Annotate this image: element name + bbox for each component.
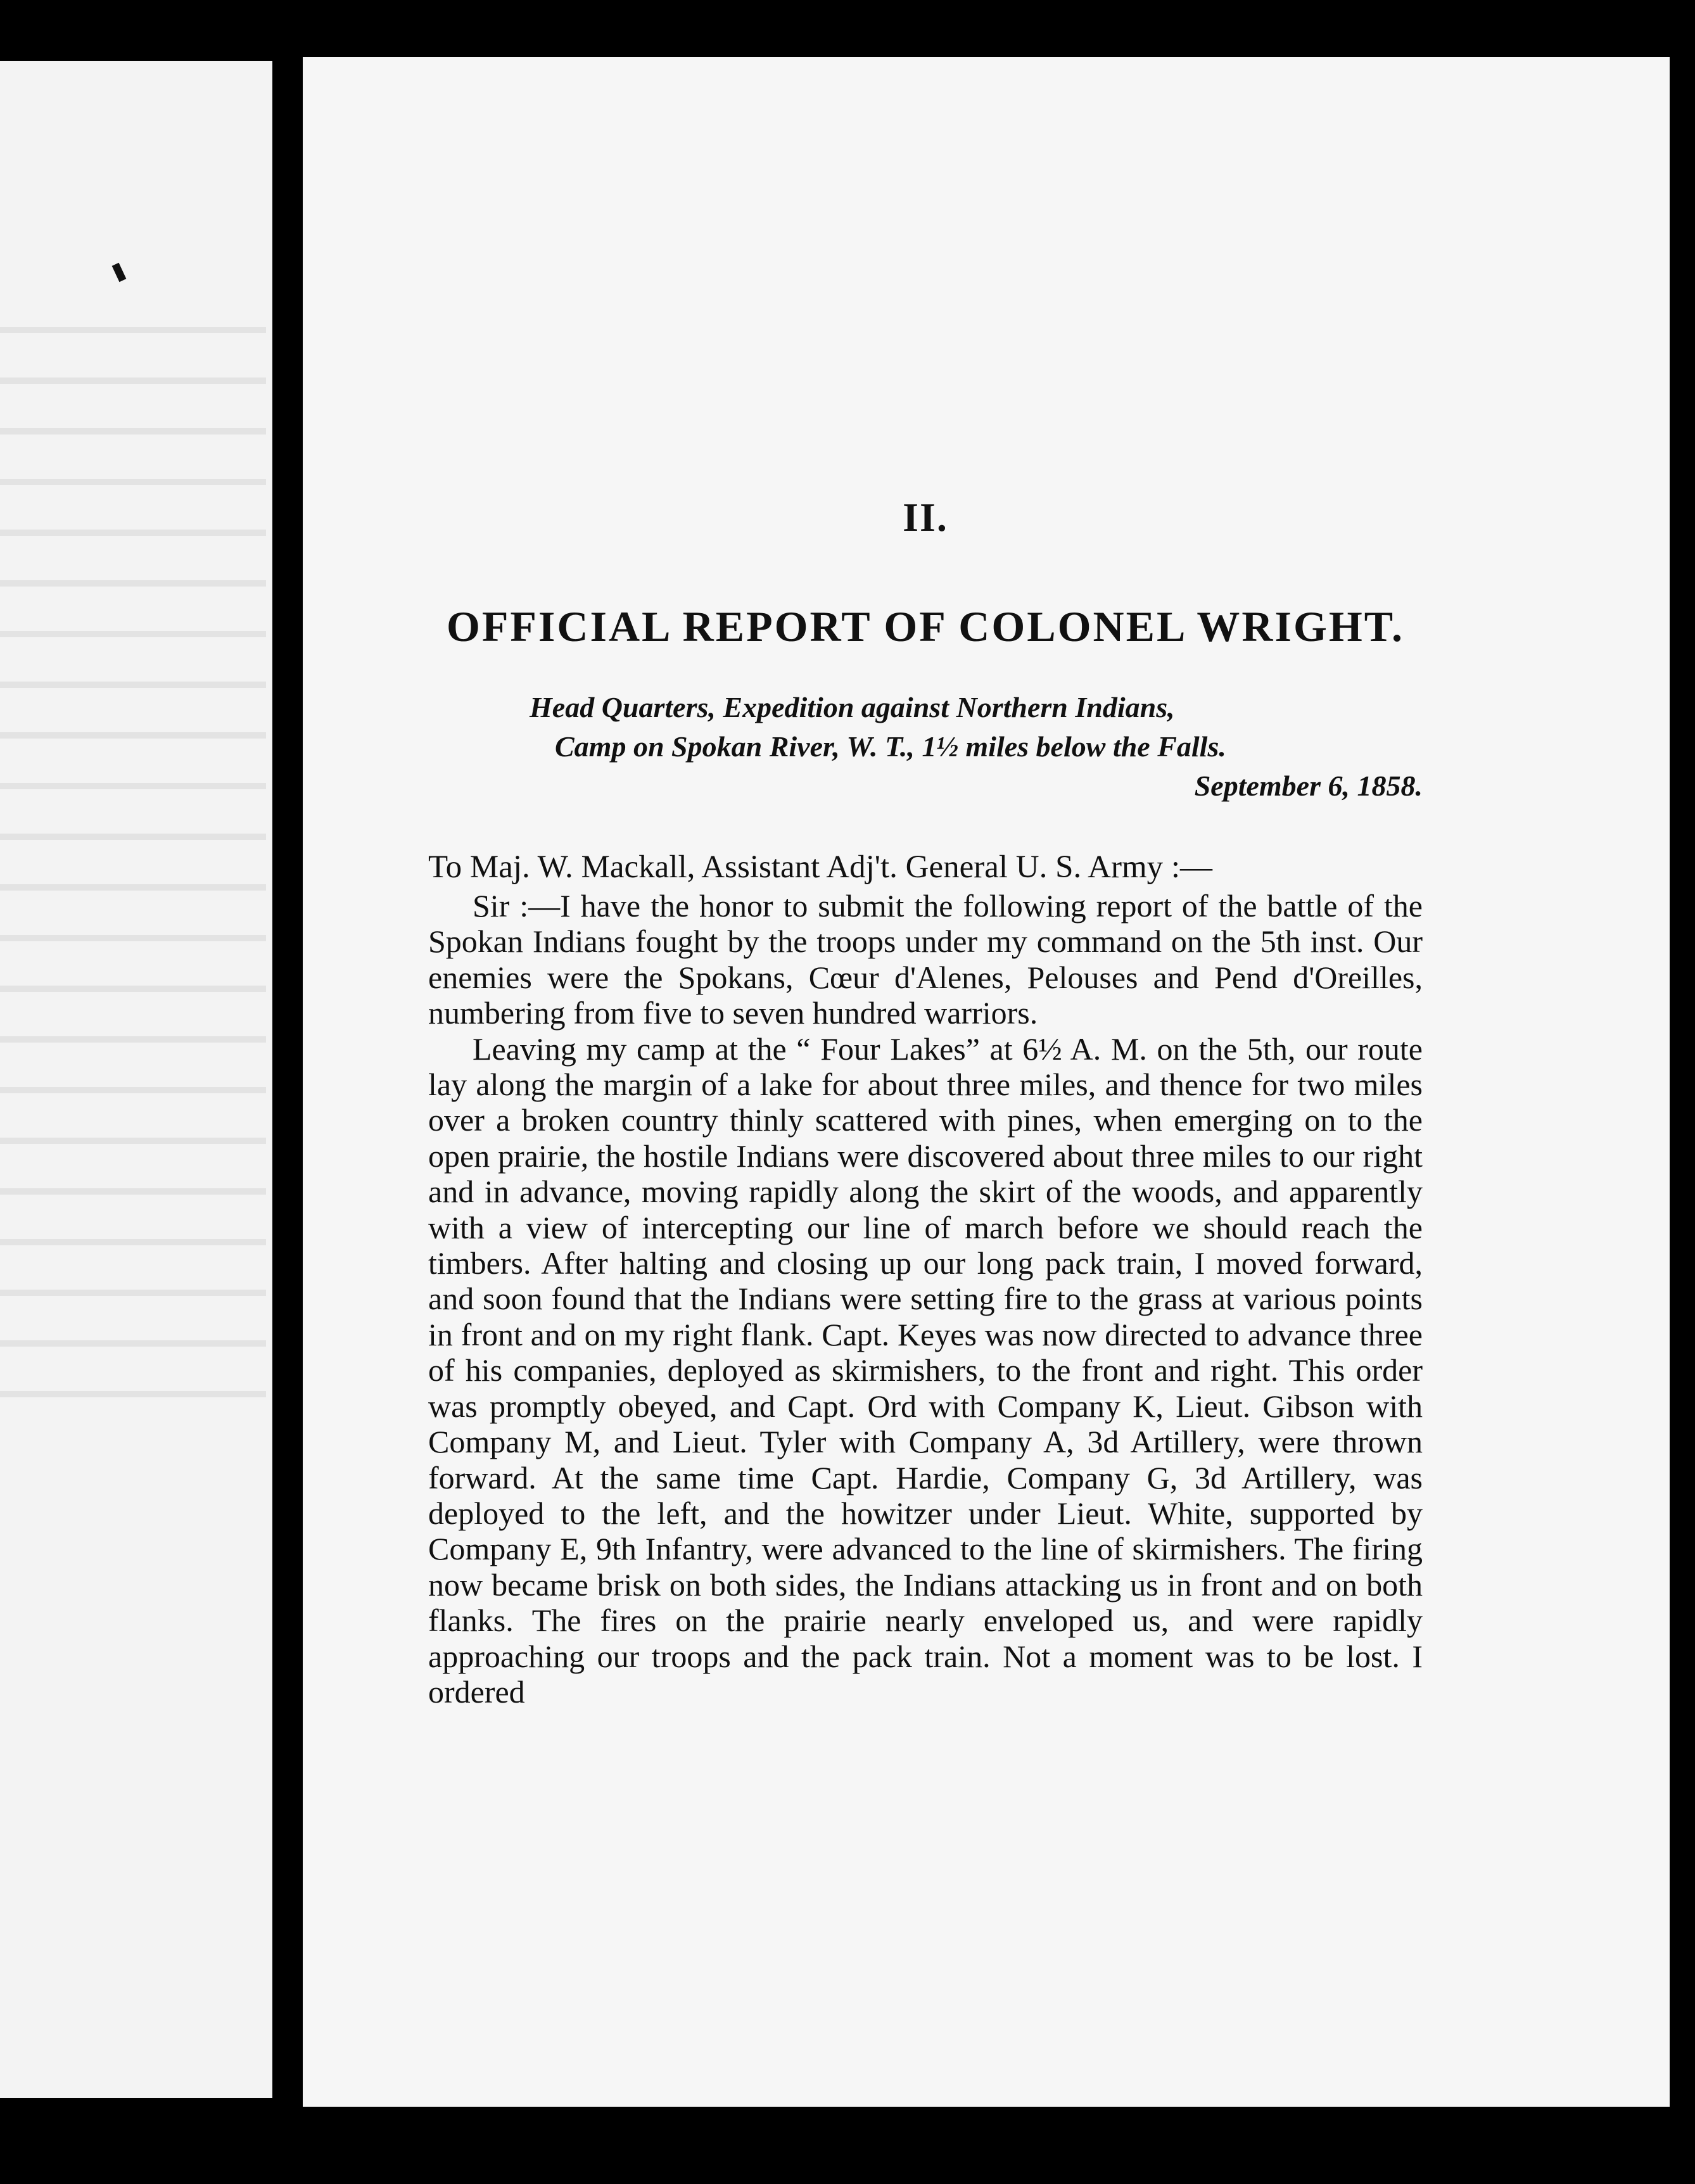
bleed-through-line	[0, 682, 266, 688]
bleed-through-line	[0, 783, 266, 789]
bleed-through-line	[0, 631, 266, 637]
section-number: II.	[903, 495, 948, 540]
bleed-through-line	[0, 935, 266, 941]
bleed-through-line	[0, 834, 266, 840]
bleed-through-line	[0, 479, 266, 485]
bleed-through-line	[0, 884, 266, 891]
ink-speck	[112, 263, 127, 282]
report-body	[428, 888, 1423, 1710]
bleed-through-line	[0, 1290, 266, 1296]
bleed-through-line	[0, 327, 266, 333]
bleed-through-line	[0, 1138, 266, 1144]
dateline-date: September 6, 1858.	[1194, 770, 1423, 802]
bleed-through-line	[0, 1087, 266, 1093]
body-paragraph: Sir :—I have the honor to submit the following report of the battle of the Spokan Indians fought by the troops under my command on the 5th inst. Our enemies were the Spokans, Cœur d'Alenes, Pelouses and Pend d'Oreilles, numbering from five to seven hundred warriors.	[428, 888, 1423, 1031]
bleed-through-line	[0, 1391, 266, 1397]
bleed-through-line	[0, 530, 266, 536]
bleed-through-line	[0, 732, 266, 739]
bleed-through-line	[0, 580, 266, 587]
bleed-through-line	[0, 428, 266, 435]
dateline-camp: Camp on Spokan River, W. T., 1½ miles below the Falls.	[555, 730, 1226, 763]
bleed-through-line	[0, 1036, 266, 1043]
dateline-headquarters: Head Quarters, Expedition against Northern Indians,	[530, 691, 1175, 723]
bleed-through-line	[0, 986, 266, 992]
page	[303, 57, 1670, 2107]
addressee: To Maj. W. Mackall, Assistant Adj't. General U. S. Army :—	[428, 849, 1213, 885]
bleed-through-line	[0, 1188, 266, 1195]
left-page-edge	[0, 61, 272, 2098]
bleed-through-line	[0, 1340, 266, 1347]
report-title: OFFICIAL REPORT OF COLONEL WRIGHT.	[446, 602, 1405, 651]
bleed-through-line	[0, 378, 266, 384]
bleed-through-line	[0, 1239, 266, 1245]
body-paragraph: Leaving my camp at the “ Four Lakes” at 6½ A. M. on the 5th, our route lay along the margin of a lake for about three miles, and thence for two miles over a broken country thinly scattered with pines, when emerging on to the open prairie, the hostile Indians were discovered about three miles to our right and in advance, moving rapidly along the skirt of the woods, and apparently with a view of intercepting our line of march before we should reach the timbers. After halting and closing up our long pack train, I moved forward, and soon found that the Indians were setting fire to the grass at various points in front and on my right flank. Capt. Keyes was now directed to advance three of his companies, deployed as skirmishers, to the front and right. This order was promptly obeyed, and Capt. Ord with Company K, Lieut. Gibson with Company M, and Lieut. Tyler with Company A, 3d Artillery, were thrown forward. At the same time Capt. Hardie, Company G, 3d Artillery, was deployed to the left, and the howitzer under Lieut. White, supported by Company E, 9th Infantry, were advanced to the line of skirmishers. The firing now became brisk on both sides, the Indians attacking us in front and on both flanks. The fires on the prairie nearly enveloped us, and were rapidly approaching our troops and the pack train. Not a moment was to be lost. I ordered	[428, 1031, 1423, 1710]
